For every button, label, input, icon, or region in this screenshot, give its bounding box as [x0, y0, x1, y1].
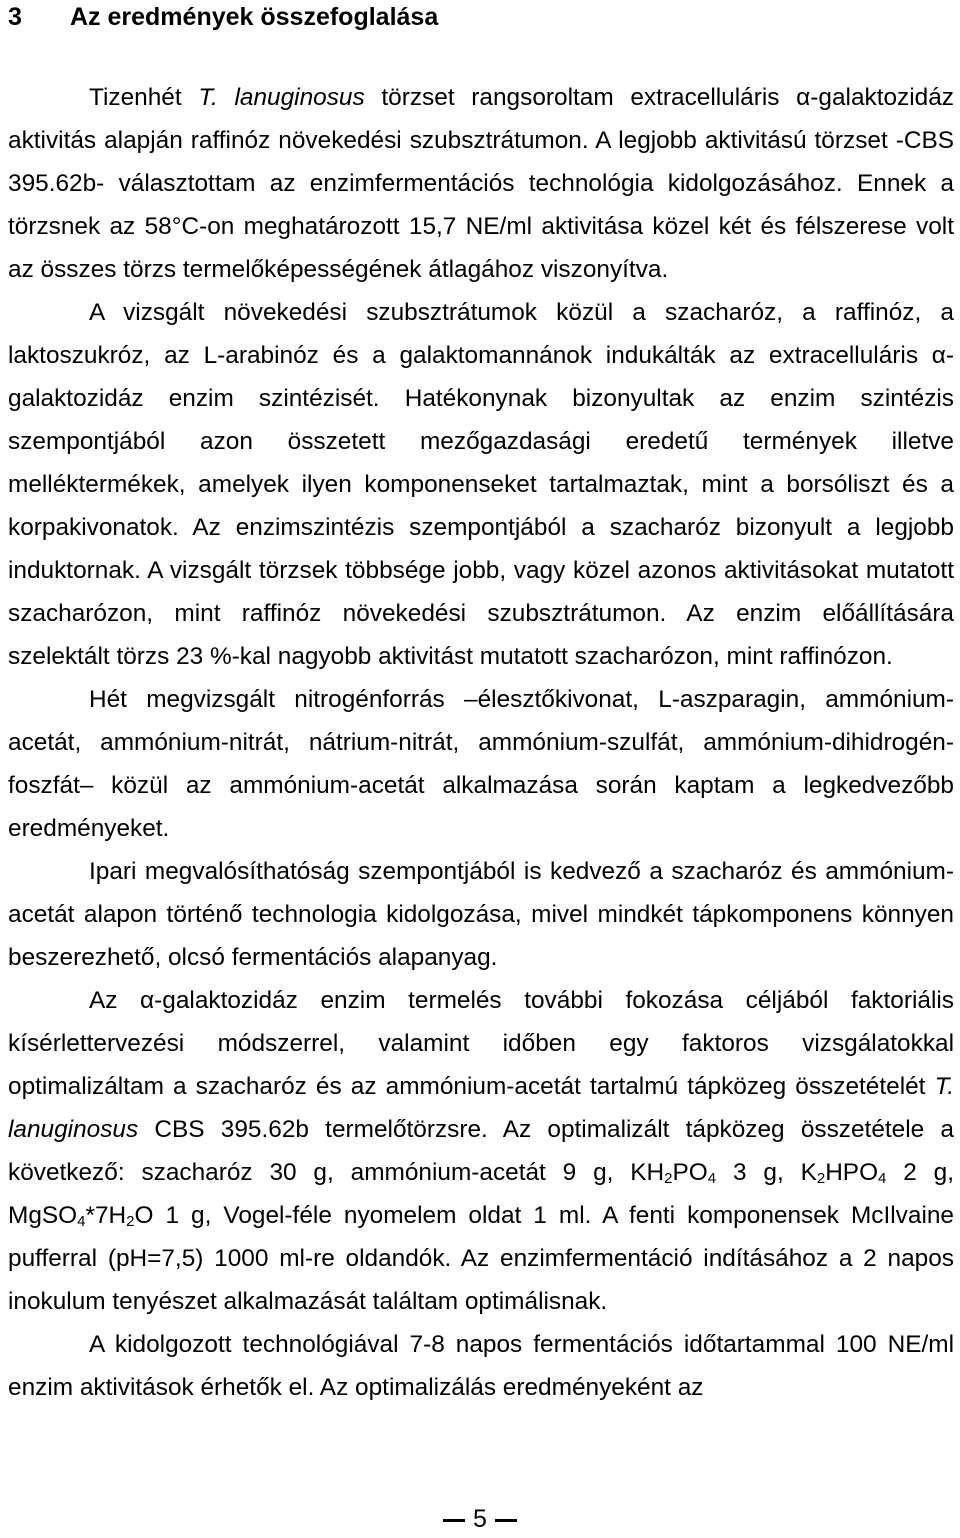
text-run: Hét megvizsgált nitrogénforrás –élesztőkivonat, L-aszparagin, ammónium-acetát, ammónium-nitrát, nátrium-nitrát, ammónium-szulfát, ammónium-dihidrogén-foszfát– közül az ammónium-acetát alkalmazása során kaptam a legkedvezőbb eredményeket.: [8, 686, 954, 842]
text-run: Az α-galaktozidáz enzim termelés további fokozása céljából faktoriális kísérlettervezési módszerrel, valamint időben egy faktoros vizsgálatokkal optimalizáltam a szacharóz és az ammónium-acetát tartalmú tápközeg összetételét: [8, 987, 954, 1100]
subscript: 4: [77, 1213, 86, 1230]
section-title: Az eredmények összefoglalása: [70, 3, 439, 31]
paragraph-5: [8, 979, 954, 1323]
paragraph-3: [8, 678, 954, 850]
body-text: [8, 76, 954, 1409]
subscript: 2: [664, 1170, 673, 1187]
species-name: T. lanuginosus: [8, 1073, 954, 1143]
text-run: Ipari megvalósíthatóság szempontjából is kedvező a szacharóz és ammónium-acetát alapon történő technologia kidolgozása, mivel mindkét tápkomponens könnyen beszerezhető, olcsó fermentációs alapanyag.: [8, 858, 954, 971]
text-run: PO: [672, 1159, 708, 1186]
text-run: A kidolgozott technológiával 7-8 napos fermentációs időtartammal 100 NE/ml enzim aktivitások érhetők el. Az optimalizálás eredményeként az: [8, 1331, 954, 1401]
text-run: CBS 395.62b termelőtörzsre. Az optimalizált tápközeg összetétele a következő: szacharóz 30 g, ammónium-acetát 9 g, KH: [8, 1116, 954, 1186]
paragraph-4: [8, 850, 954, 979]
section-heading: [8, 2, 438, 32]
subscript: 2: [126, 1213, 135, 1230]
subscript: 4: [878, 1170, 887, 1187]
text-run: törzset rangsoroltam extracelluláris α-galaktozidáz aktivitás alapján raffinóz növekedési szubsztrátumon. A legjobb aktivitású törzset -CBS 395.62b- választottam az enzimfermentációs technológia kidolgozásához. Ennek a törzsnek az 58°C-on meghatározott 15,7 NE/ml aktivitása közel két és félszerese volt az összes törzs termelőképességének átlagához viszonyítva.: [8, 84, 954, 283]
dash-left: [443, 1519, 465, 1522]
text-run: 2 g, MgSO: [8, 1159, 954, 1229]
text-run: O 1 g, Vogel-féle nyomelem oldat 1 ml. A fenti komponensek McIlvaine pufferral (pH=7,5) 1000 ml-re oldandók. Az enzimfermentáció indításához a 2 napos inokulum tenyészet alkalmazását találtam optimálisnak.: [8, 1202, 954, 1315]
subscript: 2: [816, 1170, 826, 1187]
paragraph-1: [8, 76, 954, 291]
text-run: A vizsgált növekedési szubsztrátumok közül a szacharóz, a raffinóz, a laktoszukróz, az L-arabinóz és a galaktomannánok indukálták az extracelluláris α-galaktozidáz enzim szintézisét. Hatékonynak bizonyultak az enzim szintézis szempontjából azon összetett mezőgazdasági eredetű termények illetve melléktermékek, amelyek ilyen komponenseket tartalmaztak, mint a borsóliszt és a korpakivonatok. Az enzimszintézis szempontjából a szacharóz bizonyult a legjobb induktornak. A vizsgált törzsek többsége jobb, vagy közel azonos aktivitásokat mutatott szacharózon, mint raffinóz növekedési szubsztrátumon. Az enzim előállítására szelektált törzs 23 %-kal nagyobb aktivitást mutatott szacharózon, mint raffinózon.: [8, 299, 954, 670]
text-run: HPO: [825, 1159, 879, 1186]
section-number: 3: [8, 3, 22, 31]
subscript: 4: [707, 1170, 717, 1187]
paragraph-2: [8, 291, 954, 678]
page-footer: [0, 1504, 960, 1534]
text-run: Tizenhét: [89, 84, 199, 111]
text-run: 3 g, K: [716, 1159, 817, 1186]
paragraph-6: [8, 1323, 954, 1409]
text-run: *7H: [85, 1202, 127, 1229]
dash-right: [495, 1519, 517, 1522]
page-number: 5: [473, 1505, 487, 1533]
species-name: T. lanuginosus: [198, 84, 365, 111]
